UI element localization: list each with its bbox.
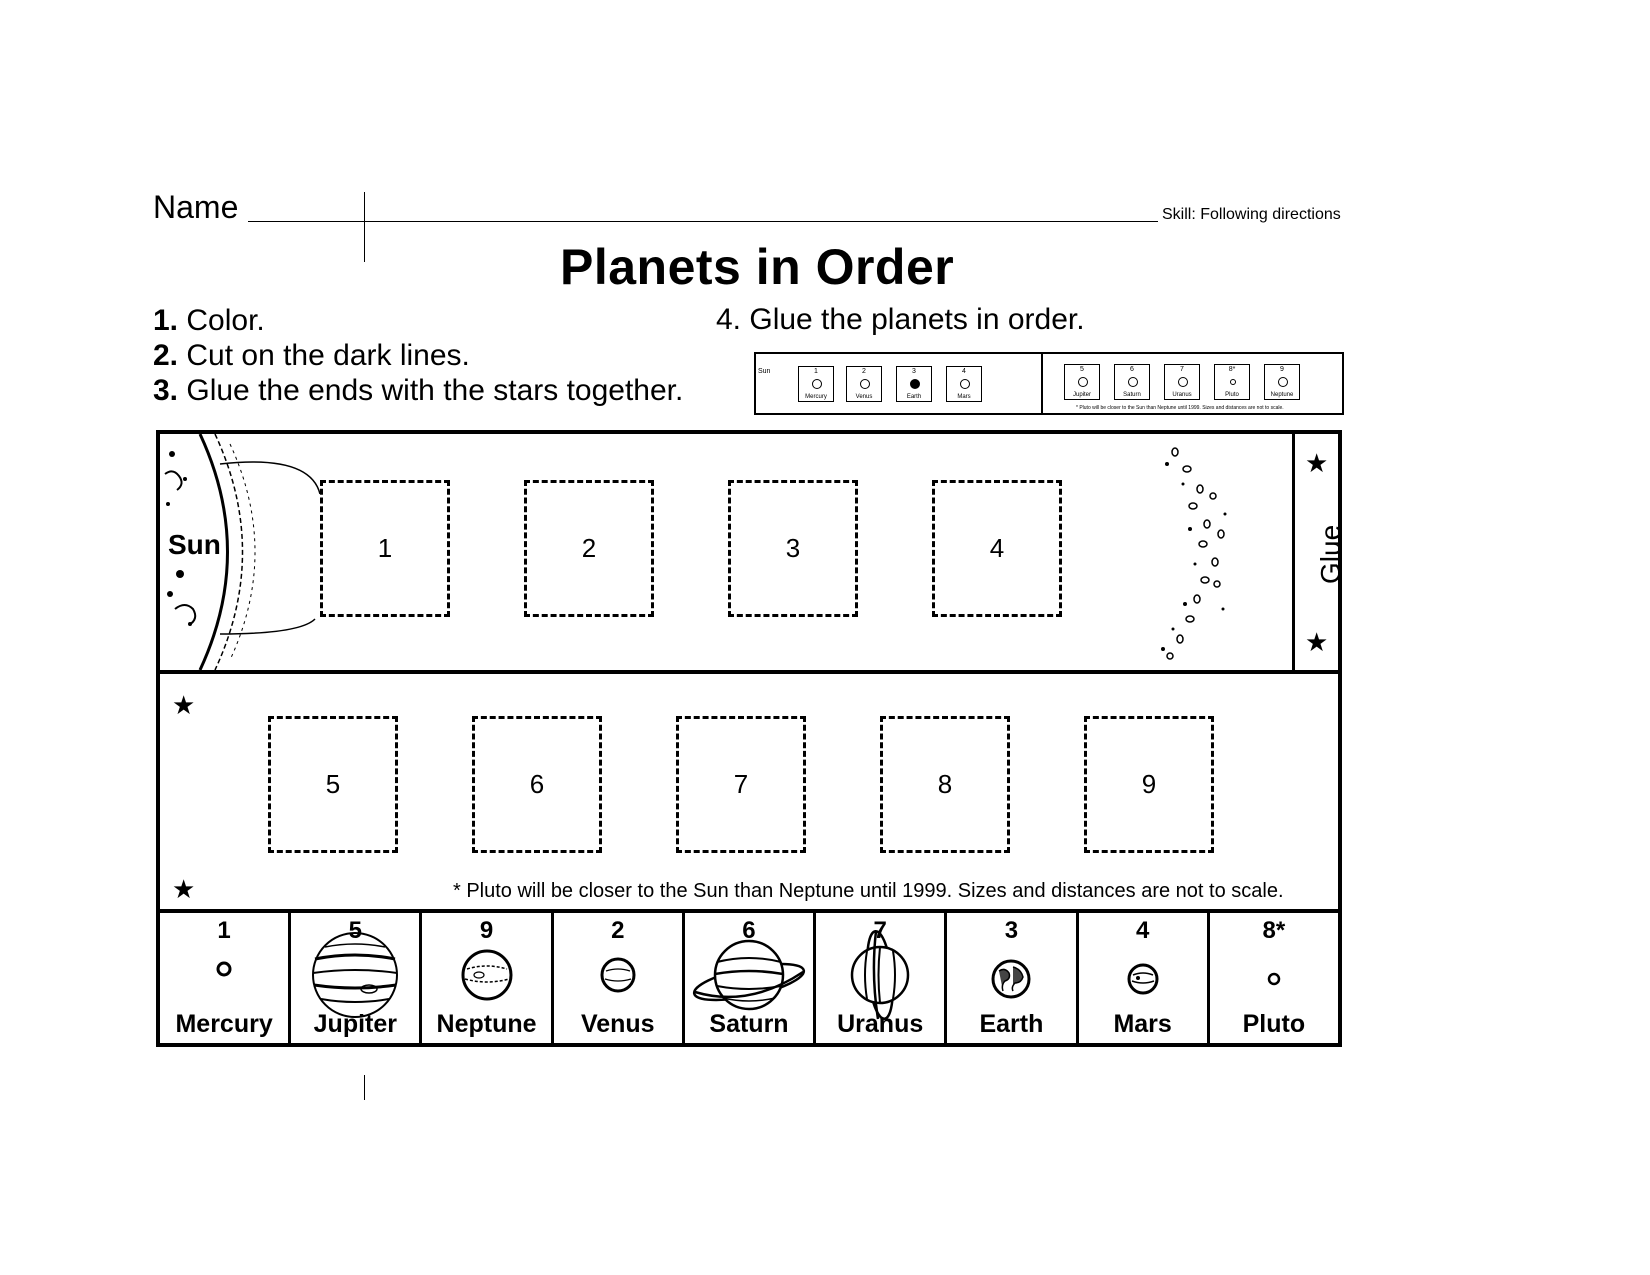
preview-number: 9 [1280,366,1284,373]
cut-strip-2 [156,670,1342,913]
slot-number: 1 [377,533,393,563]
preview-cell [1064,364,1100,400]
planet-slot-4[interactable] [932,480,1062,617]
card-label: Mercury [175,1010,273,1038]
example-preview-strip [754,352,1344,415]
slot-number: 9 [1141,769,1157,799]
instruction-2 [153,338,683,373]
planet-slot-9[interactable] [1084,716,1214,853]
preview-number: 8* [1228,366,1236,373]
planet-slot-3[interactable] [728,480,858,617]
name-label: Name [153,189,239,225]
glue-tab-label: Glue [1315,524,1346,584]
instructions-list [153,303,683,408]
preview-number: 2 [862,368,866,375]
instruction-number: 1. [153,304,179,337]
instruction-4: 4. Glue the planets in order. [716,303,1085,336]
preview-cell [798,366,834,402]
planet-slot-5[interactable] [268,716,398,853]
venus-icon [598,955,638,995]
planet-cards-row [156,909,1342,1047]
instruction-text: Glue the ends with the stars together. [186,374,684,407]
preview-number: 4 [962,368,966,375]
card-label: Pluto [1242,1010,1306,1038]
planet-slot-2[interactable] [524,480,654,617]
preview-label: Saturn [1123,392,1141,398]
preview-label: Pluto [1225,392,1239,398]
preview-cell [896,366,932,402]
planet-slot-6[interactable] [472,716,602,853]
instruction-text: Cut on the dark lines. [186,339,470,372]
planet-dot-icon [1230,379,1236,385]
preview-label: Mars [957,394,971,400]
planet-card-mars[interactable] [1079,913,1210,1043]
skill-label: Skill: Following directions [1162,206,1341,223]
planet-dot-icon [960,379,970,389]
preview-footnote: * Pluto will be closer to the Sun than Neptune until 1999. Sizes and distances are not to scale. [1076,405,1284,411]
star-icon: ★ [172,874,196,904]
preview-label: Jupiter [1072,392,1091,398]
sun-label: Sun [168,529,221,560]
instruction-3 [153,373,683,408]
instruction-number: 3. [153,374,179,407]
preview-cell [846,366,882,402]
preview-label: Neptune [1270,392,1294,398]
preview-number: 5 [1080,366,1084,373]
card-number: 3 [1004,917,1019,944]
preview-cell [1214,364,1250,400]
slot-number: 3 [785,533,801,563]
planet-card-venus[interactable] [554,913,685,1043]
planet-dot-icon [1178,377,1188,387]
planet-card-jupiter[interactable] [291,913,422,1043]
glue-tab-fold-line [1292,434,1295,670]
mars-icon [1125,961,1161,997]
card-label: Earth [979,1010,1044,1038]
planet-dot-icon [812,379,822,389]
instruction-text: Color. [186,304,265,337]
star-icon: ★ [1305,627,1329,657]
mercury-icon [214,959,234,979]
planet-slot-7[interactable] [676,716,806,853]
margin-mark [364,192,365,262]
instruction-1 [153,303,683,338]
preview-number: 1 [814,368,818,375]
preview-number: 7 [1180,366,1184,373]
preview-label: Venus [855,394,873,400]
preview-cell [1264,364,1300,400]
card-label: Uranus [837,1010,924,1038]
earth-icon [989,957,1033,1001]
card-label: Venus [580,1010,655,1038]
preview-label: Uranus [1172,392,1192,398]
slot-number: 4 [989,533,1005,563]
slot-number: 8 [937,769,953,799]
card-number: 4 [1135,917,1150,944]
preview-sun-label: Sun [758,368,771,375]
planet-dot-icon [910,379,920,389]
pluto-icon [1266,971,1282,987]
planet-card-neptune[interactable] [422,913,553,1043]
slot-number: 7 [733,769,749,799]
card-number: 8* [1262,917,1286,944]
star-icon: ★ [1305,448,1329,478]
planet-card-pluto[interactable] [1210,913,1338,1043]
card-number: 7 [873,917,887,944]
name-field-line[interactable] [248,221,1158,222]
planet-dot-icon [1078,377,1088,387]
card-number: 9 [479,917,494,944]
planet-card-saturn[interactable] [685,913,816,1043]
planet-slot-1[interactable] [320,480,450,617]
instruction-number: 2. [153,339,179,372]
star-icon: ★ [172,690,196,720]
preview-number: 3 [912,368,916,375]
card-number: 6 [742,917,756,944]
card-label: Mars [1113,1010,1172,1038]
neptune-icon [459,947,515,1003]
card-number: 2 [611,917,625,944]
card-number: 1 [217,917,231,944]
preview-divider [1041,354,1043,413]
card-label: Neptune [436,1010,537,1038]
page-title: Planets in Order [560,239,955,295]
card-number: 5 [348,917,362,944]
planet-dot-icon [1278,377,1288,387]
preview-number: 6 [1130,366,1134,373]
asteroid-belt-icon [1145,434,1265,670]
slot-number: 6 [529,769,545,799]
preview-cell [1114,364,1150,400]
preview-cell [1164,364,1200,400]
margin-mark [364,1075,365,1100]
planet-card-uranus[interactable] [816,913,947,1043]
card-label: Saturn [709,1010,789,1038]
preview-label: Earth [906,394,922,400]
scale-footnote: * Pluto will be closer to the Sun than Neptune until 1999. Sizes and distances are not to scale. [453,880,1284,902]
planet-card-earth[interactable] [947,913,1078,1043]
planet-dot-icon [1128,377,1138,387]
slot-number: 5 [325,769,341,799]
card-label: Jupiter [313,1010,397,1038]
planet-card-mercury[interactable] [160,913,291,1043]
cut-strip-1 [156,430,1346,674]
planet-dot-icon [860,379,870,389]
preview-cell [946,366,982,402]
planet-slot-8[interactable] [880,716,1010,853]
preview-label: Mercury [805,394,827,400]
slot-number: 2 [581,533,597,563]
